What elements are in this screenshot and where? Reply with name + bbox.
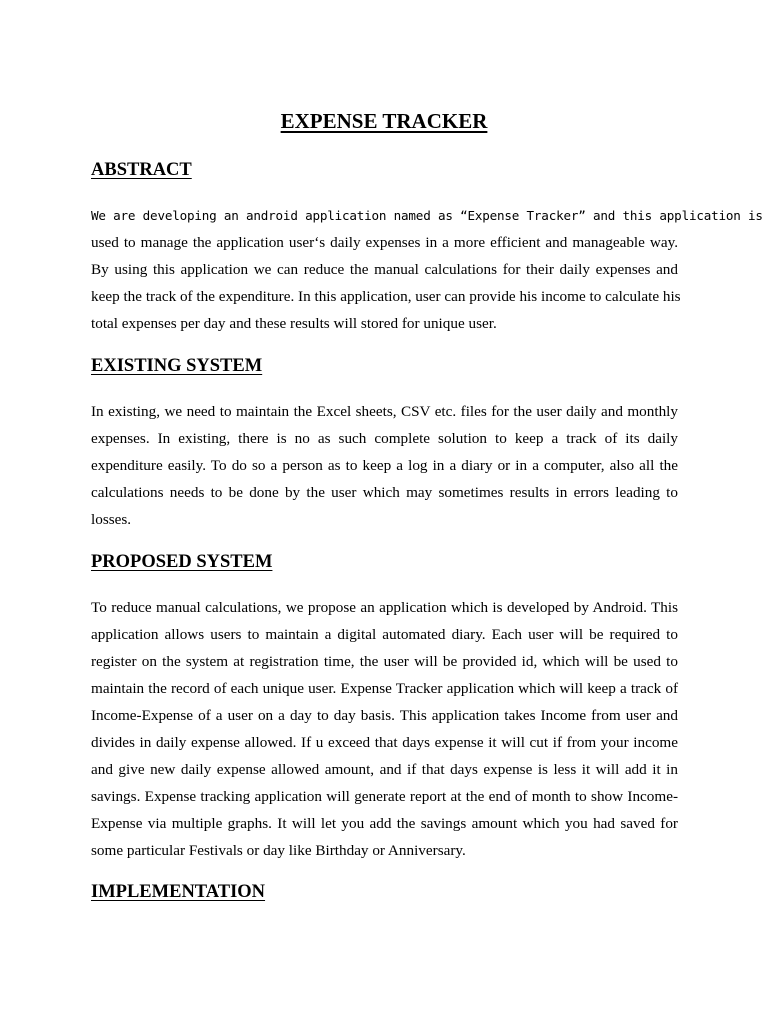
body-line: some particular Festivals or day like Birthday or Anniversary.	[91, 842, 466, 859]
document-title-text: EXPENSE TRACKER	[280, 109, 488, 133]
body-line: calculations needs to be done by the user which may sometimes results in errors leading to	[91, 484, 678, 501]
body-line: Income-Expense of a user on a day to day basis. This application takes Income from user and	[91, 707, 678, 724]
body-line: used to manage the application user‘s daily expenses in a more efficient and manageable way.	[91, 234, 678, 251]
body-line: losses.	[91, 511, 132, 528]
section-body-proposed-system	[91, 594, 678, 864]
body-line: expenses. In existing, there is no as such complete solution to keep a track of its daily	[91, 430, 678, 447]
body-line: maintain the record of each unique user. Expense Tracker application which will keep a track of	[91, 680, 678, 697]
section-heading-proposed-system: PROPOSED SYSTEM	[91, 552, 273, 572]
body-line: By using this application we can reduce the manual calculations for their daily expenses and	[91, 261, 678, 278]
body-line: total expenses per day and these results will stored for unique user.	[91, 315, 497, 332]
body-line: expenditure easily. To do so a person as to keep a log in a diary or in a computer, also all the	[91, 457, 678, 474]
body-line: In existing, we need to maintain the Excel sheets, CSV etc. files for the user daily and monthly	[91, 403, 678, 420]
body-line: savings. Expense tracking application will generate report at the end of month to show Income-	[91, 788, 678, 805]
section-body-abstract	[91, 202, 763, 337]
section-heading-implementation: IMPLEMENTATION	[91, 882, 266, 902]
body-line: Expense via multiple graphs. It will let you add the savings amount which you had saved for	[91, 815, 678, 832]
document-title	[0, 108, 768, 134]
body-line: application allows users to maintain a digital automated diary. Each user will be required to	[91, 626, 678, 643]
body-line: keep the track of the expenditure. In this application, user can provide his income to calculate his	[91, 288, 681, 305]
section-body-existing-system	[91, 398, 678, 533]
body-line: We are developing an android application named as “Expense Tracker” and this application is	[91, 208, 763, 223]
body-line: and give new daily expense allowed amount, and if that days expense is less it will add it in	[91, 761, 678, 778]
body-line: divides in daily expense allowed. If u exceed that days expense it will cut if from your income	[91, 734, 678, 751]
section-heading-abstract: ABSTRACT	[91, 160, 192, 180]
body-line: To reduce manual calculations, we propose an application which is developed by Android. This	[91, 599, 678, 616]
section-heading-existing-system: EXISTING SYSTEM	[91, 356, 263, 376]
body-line: register on the system at registration time, the user will be provided id, which will be used to	[91, 653, 678, 670]
